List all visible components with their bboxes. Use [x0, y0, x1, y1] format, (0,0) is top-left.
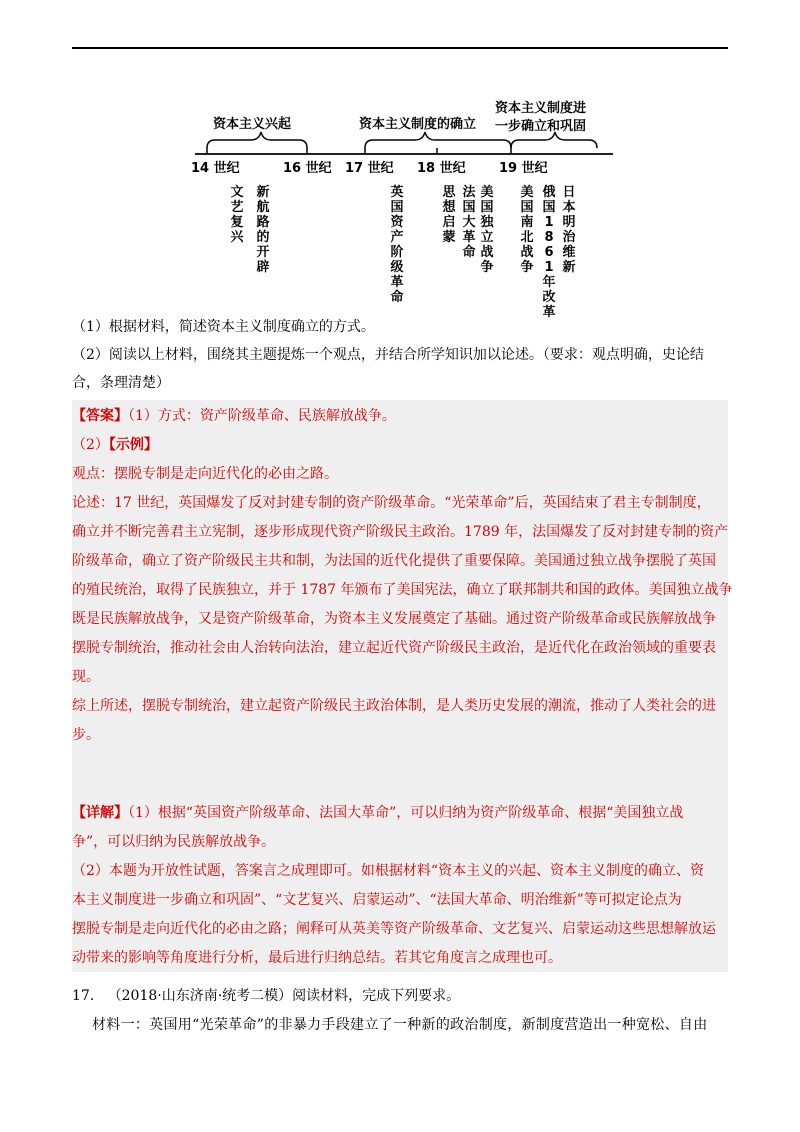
timeline-event: 思想启蒙: [442, 185, 456, 245]
tick-label-19: 19 世纪: [499, 161, 548, 176]
argument-line: 的殖民统治，取得了民族独立，并于 1787 年颁布了美国宪法，确立了联邦制共和国的政体。美国独立战争: [72, 582, 733, 598]
detail-tag: 【详解】: [72, 805, 128, 821]
brace-label-consolidate-1: 资本主义制度进: [495, 101, 587, 116]
detail-line: 本主义制度进一步确立和巩固”、“文艺复兴、启蒙运动”、“法国大革命、明治维新”等可拟定论点为: [72, 892, 682, 908]
timeline-figure: [185, 92, 615, 320]
timeline-event: 新航路的开辟: [256, 185, 270, 275]
answer-part-2-prefix: （2）: [72, 437, 109, 453]
timeline-event: 日本明治维新: [562, 185, 576, 275]
question-17-header: [72, 987, 728, 1005]
argument-line: 现。: [72, 669, 100, 685]
brace-rise: [207, 132, 307, 148]
answer-line: [72, 407, 728, 425]
question-instruction: 阅读材料，完成下列要求。: [292, 988, 461, 1004]
tick-label-18: 18 世纪: [417, 161, 466, 176]
answer-viewpoint: 观点：摆脱专制是走向近代化的必由之路。: [72, 466, 338, 482]
answer-part-1: （1）方式：资产阶级革命、民族解放战争。: [128, 408, 396, 424]
detail-line: 动带来的影响等角度进行分析，最后进行归纳总结。若其它角度言之成理也可。: [72, 950, 562, 966]
brace-establish: [365, 132, 511, 148]
material-1: 材料一：英国用“光荣革命”的非暴力手段建立了一种新的政治制度，新制度营造出一种宽松、自由: [92, 1017, 708, 1033]
conclusion-line: 步。: [72, 727, 100, 743]
timeline-event: 文艺复兴: [230, 185, 244, 245]
answer-tag: 【答案】: [72, 408, 128, 424]
detail-line: 争”，可以归纳为民族解放战争。: [72, 834, 276, 850]
question-2-line-1: （2）阅读以上材料，围绕其主题提炼一个观点，并结合所学知识加以论述。（要求：观点明确，史论结: [72, 347, 704, 363]
timeline-events: [230, 184, 576, 320]
argument-line: 确立并不断完善君主立宪制，逐步形成现代资产阶级民主政治。1789 年，法国爆发了反对封建专制的资产: [72, 524, 729, 540]
detail-line: （2）本题为开放性试题，答案言之成理即可。如根据材料“资本主义的兴起、资本主义制度的确立、资: [72, 863, 705, 879]
tick-label-17: 17 世纪: [345, 161, 394, 176]
timeline-event: 美国南北战争: [520, 185, 534, 275]
brace-label-establish: 资本主义制度的确立: [359, 117, 477, 132]
header-rule: [72, 47, 728, 49]
argument-line: 论述：17 世纪，英国爆发了反对封建专制的资产阶级革命。“光荣革命”后，英国结束了君主专制制度，: [72, 495, 711, 511]
brace-consolidate: [511, 132, 597, 148]
argument-line: 既是民族解放战争，又是资产阶级革命，为资本主义发展奠定了基础。通过资产阶级革命或民族解放战争: [72, 611, 716, 627]
timeline-event: 英国资产阶级革命: [390, 185, 404, 305]
answer-part-2: [72, 436, 728, 454]
timeline-event: 法国大革命: [462, 185, 476, 260]
answer-box: [72, 400, 733, 972]
detail-line: 摆脱专制是走向近代化的必由之路；阐释可从英美等资产阶级革命、文艺复兴、启蒙运动这些思想解放运: [72, 921, 716, 937]
conclusion-line: 综上所述，摆脱专制统治，建立起资产阶级民主政治体制，是人类历史发展的潮流，推动了人类社会的进: [72, 698, 716, 714]
tick-label-16: 16 世纪: [283, 161, 332, 176]
question-1: （1）根据材料，简述资本主义制度确立的方式。: [72, 319, 375, 335]
brace-label-rise: 资本主义兴起: [213, 117, 292, 132]
argument-line: 阶级革命，确立了资产阶级民主共和制，为法国的近代化提供了重要保障。美国通过独立战争摆脱了英国: [72, 553, 716, 569]
question-2-line-2: 合，条理清楚）: [72, 375, 170, 391]
question-source: （2018·山东济南·统考二模）: [107, 988, 293, 1004]
timeline-event: 美国独立战争: [480, 185, 494, 275]
argument-line: 摆脱专制统治，推动社会由人治转向法治，建立起近代资产阶级民主政治，是近代化在政治领域的重要表: [72, 640, 716, 656]
detail-text: （1）根据“英国资产阶级革命、法国大革命”，可以归纳为资产阶级革命、根据“美国独立战: [128, 805, 684, 821]
timeline-event: 俄国 1 8 6 1 年改革: [542, 185, 556, 320]
brace-label-consolidate-2: 一步确立和巩固: [495, 119, 587, 134]
question-number: 17.: [72, 988, 95, 1004]
example-tag: 【示例】: [108, 437, 158, 453]
detail-line-1: [72, 804, 728, 822]
tick-label-14: 14 世纪: [191, 161, 240, 176]
